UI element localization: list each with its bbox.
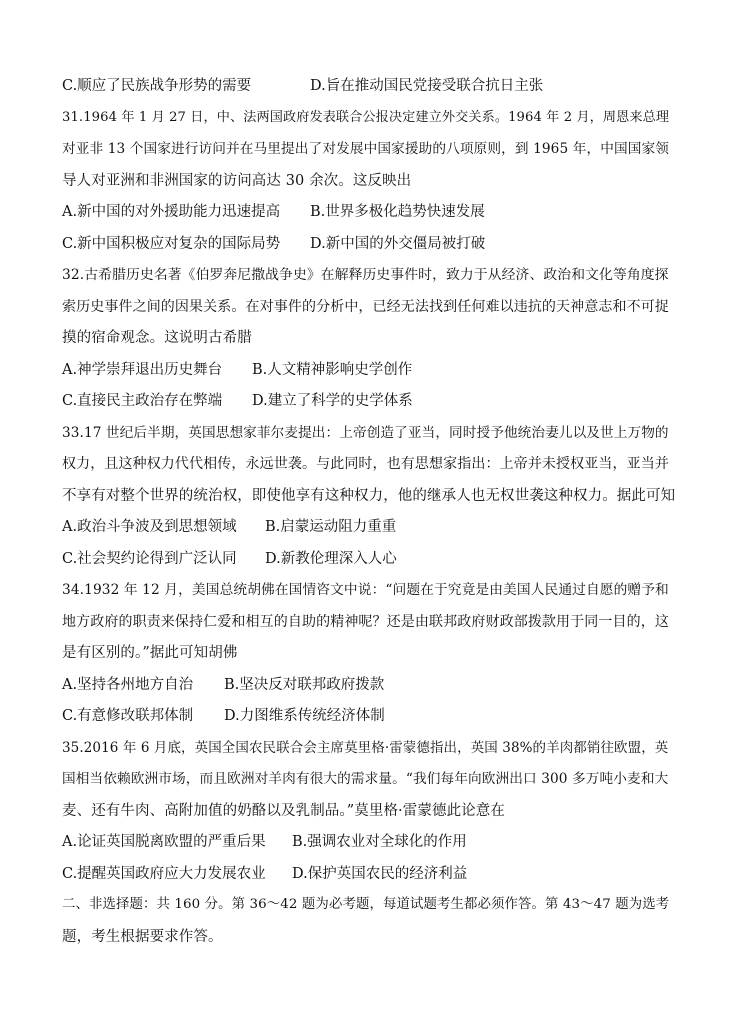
q33-options-ab bbox=[62, 517, 678, 537]
q35-options-cd bbox=[62, 864, 678, 884]
question-33-line-3: 不享有对整个世界的统治权，即使他享有这种权力，他的继承人也无权世袭这种权力。据此可知 bbox=[62, 487, 676, 504]
question-32-line-1: 32.古希腊历史名著《伯罗奔尼撒战争史》在解释历史事件时，致力于从经济、政治和文化等角度探 bbox=[62, 267, 669, 283]
question-34-line-2: 地方政府的职责来保持仁爱和相互的自助的精神呢？还是由联邦政府财政部拨款用于同一目的，这 bbox=[62, 613, 669, 630]
question-32-line-3: 摸的宿命观念。这说明古希腊 bbox=[62, 330, 252, 346]
q34-option-b: B.坚决反对联邦政府拨款 bbox=[224, 676, 385, 693]
q31-option-c: C.新中国积极应对复杂的国际局势 bbox=[62, 235, 281, 252]
q30-options-cd bbox=[62, 76, 678, 96]
question-35-line-1: 35.2016 年 6 月底，英国全国农民联合会主席莫里格·雷蒙德指出，英国 38%的羊肉都销往欧盟，英 bbox=[62, 739, 669, 756]
q31-options-cd bbox=[62, 234, 678, 254]
q31-option-a: A.新中国的对外援助能力迅速提高 bbox=[62, 204, 281, 220]
q34-option-d: D.力图维系传统经济体制 bbox=[224, 708, 385, 724]
q31-options-ab bbox=[62, 202, 678, 222]
question-34-line-3: 是有区别的。”据此可知胡佛 bbox=[62, 645, 238, 661]
q34-options-ab bbox=[62, 675, 678, 695]
question-31 bbox=[62, 108, 678, 254]
question-35-line-2: 国相当依赖欧洲市场，而且欧洲对羊肉有很大的需求量。“我们每年向欧洲出口 300 多万吨小麦和大 bbox=[62, 771, 669, 787]
q34-option-c: C.有意修改联邦体制 bbox=[62, 708, 194, 724]
section-2-line-1: 二、非选择题：共 160 分。第 36～42 题为必考题，每道试题考生都必须作答。第 43～47 题为选考 bbox=[62, 897, 670, 912]
q32-options-ab bbox=[62, 360, 678, 380]
question-34 bbox=[62, 580, 678, 726]
q33-option-d: D.新教伦理深入人心 bbox=[265, 550, 397, 567]
q34-option-a: A.坚持各州地方自治 bbox=[62, 676, 194, 693]
q35-option-a: A.论证英国脱离欧盟的严重后果 bbox=[62, 834, 266, 850]
q31-option-d: D.新中国的外交僵局被打破 bbox=[310, 235, 486, 252]
q34-options-cd bbox=[62, 706, 678, 726]
q33-option-a: A.政治斗争波及到思想领域 bbox=[62, 519, 237, 535]
q35-options-ab bbox=[62, 832, 678, 852]
q32-option-d: D.建立了科学的史学体系 bbox=[252, 393, 413, 409]
q30-option-c: C.顺应了民族战争形势的需要 bbox=[62, 78, 252, 94]
question-34-line-1: 34.1932 年 12 月，美国总统胡佛在国情咨文中说：“问题在于究竟是由美国人民通过自愿的赠予和 bbox=[62, 582, 669, 598]
question-35-line-3: 麦、还有牛肉、高附加值的奶酪以及乳制品。”莫里格·雷蒙德此论意在 bbox=[62, 802, 505, 819]
section-2-line-2: 题，考生根据要求作答。 bbox=[62, 928, 223, 945]
q30-option-d: D.旨在推动国民党接受联合抗日主张 bbox=[310, 78, 544, 94]
q33-options-cd bbox=[62, 549, 678, 569]
q33-option-b: B.启蒙运动阻力重重 bbox=[265, 519, 397, 535]
exam-page bbox=[62, 76, 678, 947]
question-31-line-3: 导人对亚洲和非洲国家的访问高达 30 余次。这反映出 bbox=[62, 172, 412, 189]
q35-option-b: B.强调农业对全球化的作用 bbox=[292, 834, 467, 850]
q32-option-b: B.人文精神影响史学创作 bbox=[252, 361, 413, 378]
question-32-line-2: 索历史事件之间的因果关系。在对事件的分析中，已经无法找到任何难以违抗的天神意志和不可捉 bbox=[62, 298, 669, 315]
question-31-line-2: 对亚非 13 个国家进行访问并在马里提出了对发展中国家援助的八项原则，到 1965 年，中国国家领 bbox=[62, 141, 669, 157]
question-32 bbox=[62, 265, 678, 411]
section-2-intro bbox=[62, 895, 678, 947]
q31-option-b: B.世界多极化趋势快速发展 bbox=[310, 204, 485, 220]
question-31-line-1: 31.1964 年 1 月 27 日，中、法两国政府发表联合公报决定建立外交关系。1964 年 2 月，周恩来总理 bbox=[62, 109, 670, 125]
question-33-line-2: 权力，且这种权力代代相传，永远世袭。与此同时，也有思想家指出：上帝并未授权亚当，亚当并 bbox=[62, 456, 669, 472]
q32-option-a: A.神学崇拜退出历史舞台 bbox=[62, 361, 223, 378]
question-35 bbox=[62, 738, 678, 884]
q33-option-c: C.社会契约论得到广泛认同 bbox=[62, 550, 237, 567]
q35-option-c: C.提醒英国政府应大力发展农业 bbox=[62, 865, 266, 882]
q32-options-cd bbox=[62, 391, 678, 411]
question-33 bbox=[62, 423, 678, 569]
q32-option-c: C.直接民主政治存在弊端 bbox=[62, 393, 223, 409]
q35-option-d: D.保护英国农民的经济利益 bbox=[292, 865, 468, 882]
question-33-line-1: 33.17 世纪后半期，英国思想家菲尔麦提出：上帝创造了亚当，同时授予他统治妻儿以及世上万物的 bbox=[62, 424, 669, 441]
